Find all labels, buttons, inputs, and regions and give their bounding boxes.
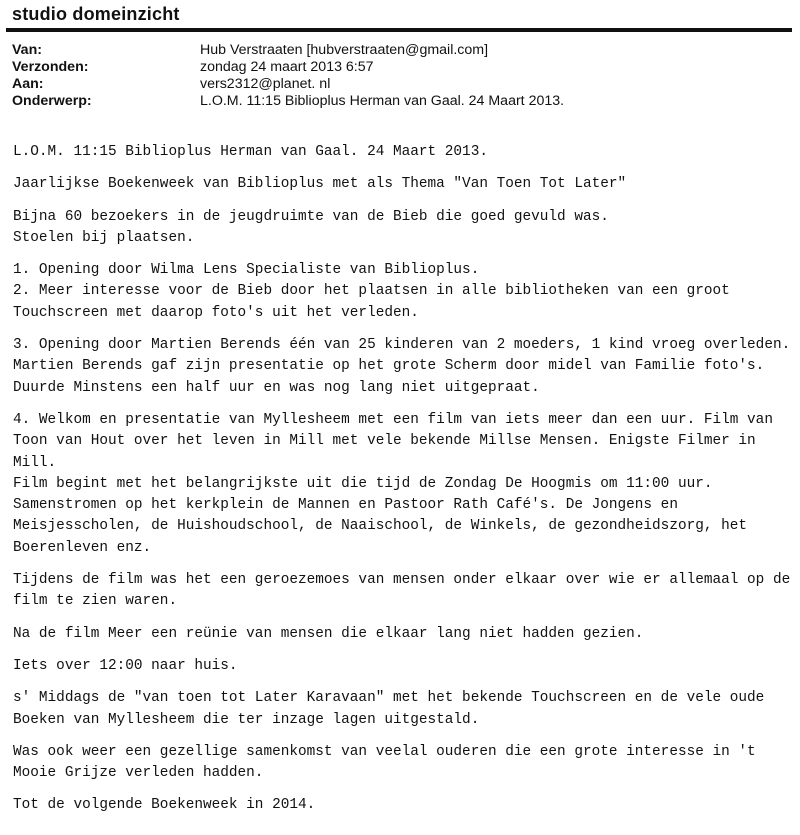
body-line: Tot de volgende Boekenweek in 2014.	[13, 797, 316, 814]
body-line: Toon van Hout over het leven in Mill met vele bekende Millse Mensen. Enigste Filmer in	[13, 433, 756, 450]
email-body	[13, 142, 797, 828]
body-paragraph	[13, 688, 797, 731]
body-paragraph	[13, 742, 797, 785]
body-paragraph	[13, 795, 797, 816]
body-line: Bijna 60 bezoekers in de jeugdruimte van de Bieb die goed gevuld was.	[13, 208, 609, 225]
body-paragraph	[13, 174, 797, 195]
body-line: Was ook weer een gezellige samenkomst van veelal ouderen die een grote interesse in 't	[13, 743, 756, 760]
body-paragraph	[13, 142, 797, 163]
body-line: Boerenleven enz.	[13, 539, 152, 556]
body-line: 3. Opening door Martien Berends één van 25 kinderen van 2 moeders, 1 kind vroeg overleden.	[13, 337, 791, 354]
body-line: L.O.M. 11:15 Biblioplus Herman van Gaal. 24 Maart 2013.	[13, 144, 488, 160]
sent-value: zondag 24 maart 2013 6:57	[200, 59, 374, 75]
body-line: Samenstromen op het kerkplein de Mannen en Pastoor Rath Café's. De Jongens en	[13, 497, 678, 514]
body-line: Touchscreen met daarop foto's uit het verleden.	[13, 304, 419, 321]
body-paragraph	[13, 260, 797, 324]
body-line: Martien Berends gaf zijn presentatie op het grote Scherm door midel van Familie foto's.	[13, 358, 765, 375]
body-line: film te zien waren.	[13, 593, 178, 610]
to-value: vers2312@planet. nl	[200, 76, 331, 92]
body-line: Na de film Meer een reünie van mensen die elkaar lang niet hadden gezien.	[13, 625, 644, 642]
from-label: Van:	[12, 42, 42, 58]
body-line: Mooie Grijze verleden hadden.	[13, 765, 264, 782]
sender-organization-title: studio domeinzicht	[12, 4, 180, 24]
body-line: Duurde Minstens een half uur en was nog lang niet uitgepraat.	[13, 379, 540, 396]
body-line: Boeken van Myllesheem die ter inzage lagen uitgestald.	[13, 711, 480, 728]
subject-label: Onderwerp:	[12, 93, 92, 109]
body-line: Mill.	[13, 454, 57, 471]
body-line: Jaarlijkse Boekenweek van Biblioplus met als Thema "Van Toen Tot Later"	[13, 176, 627, 193]
body-paragraph	[13, 570, 797, 613]
body-paragraph	[13, 207, 797, 250]
body-line: s' Middags de "van toen tot Later Karavaan" met het bekende Touchscreen en de vele oude	[13, 690, 765, 707]
body-line: 1. Opening door Wilma Lens Specialiste van Biblioplus.	[13, 262, 480, 279]
body-line: Film begint met het belangrijkste uit die tijd de Zondag De Hoogmis om 11:00 uur.	[13, 475, 713, 492]
body-paragraph	[13, 624, 797, 645]
body-line: 4. Welkom en presentatie van Myllesheem met een film van iets meer dan een uur. Film van	[13, 411, 773, 428]
body-line: Meisjesscholen, de Huishoudschool, de Naaischool, de Winkels, de gezondheidszorg, het	[13, 518, 748, 535]
body-paragraph	[13, 335, 797, 399]
subject-value: L.O.M. 11:15 Biblioplus Herman van Gaal. 24 Maart 2013.	[200, 93, 565, 109]
sent-label: Verzonden:	[12, 59, 89, 75]
from-value: Hub Verstraaten [hubverstraaten@gmail.com]	[200, 42, 489, 58]
body-line: Iets over 12:00 naar huis.	[13, 657, 238, 674]
body-line: Tijdens de film was het een geroezemoes van mensen onder elkaar over wie er allemaal op de	[13, 572, 791, 589]
body-paragraph	[13, 410, 797, 559]
body-paragraph	[13, 656, 797, 677]
body-line: Stoelen bij plaatsen.	[13, 229, 195, 246]
header-divider	[6, 28, 792, 32]
body-line: 2. Meer interesse voor de Bieb door het plaatsen in alle bibliotheken van een groot	[13, 283, 730, 300]
to-label: Aan:	[12, 76, 44, 92]
